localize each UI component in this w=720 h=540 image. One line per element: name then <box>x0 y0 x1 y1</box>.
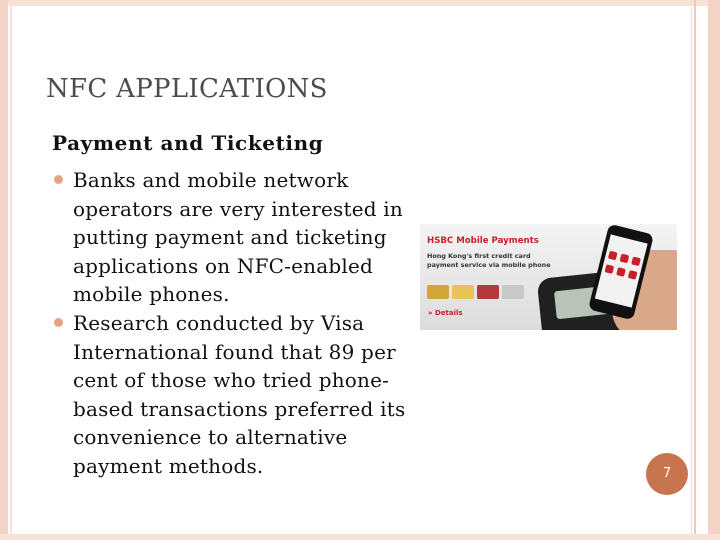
frame-bottom-border <box>0 534 720 540</box>
slide-title: NFC APPLICATIONS <box>46 74 328 104</box>
ad-tagline-line2: payment service via mobile phone <box>427 261 551 269</box>
frame-right-thin-line <box>691 0 692 540</box>
credit-card-icon <box>452 285 474 299</box>
ad-tagline-line1: Hong Kong's first credit card <box>427 252 531 260</box>
hsbc-mobile-payments-ad-image <box>420 224 677 330</box>
app-icon <box>608 251 618 261</box>
frame-right-line <box>694 0 696 540</box>
bullet-dot-icon <box>54 318 63 327</box>
bullet-item <box>52 309 432 481</box>
app-icon <box>628 270 638 280</box>
credit-card-strip <box>427 285 547 299</box>
ad-details-link: » Details <box>428 309 463 317</box>
bullet-dot-icon <box>54 175 63 184</box>
bullet-item <box>52 166 432 309</box>
app-icon <box>616 267 626 277</box>
bullet-text: Banks and mobile network operators are very interested in putting payment and ticketing applications on NFC-enabled mobile phones. <box>73 168 403 307</box>
app-icon <box>631 256 641 266</box>
bullet-text: Research conducted by Visa International found that 89 per cent of those who tried phone-based transactions preferred its convenience to alternative payment methods. <box>73 310 406 478</box>
credit-card-icon <box>502 285 524 299</box>
bullet-list <box>52 166 432 481</box>
credit-card-icon <box>427 285 449 299</box>
credit-card-icon <box>477 285 499 299</box>
frame-right-border <box>708 0 720 540</box>
page-number-badge: 7 <box>646 453 688 495</box>
app-icon <box>620 254 630 264</box>
frame-top-border <box>0 0 720 6</box>
frame-left-border <box>0 0 8 540</box>
frame-left-inner-line <box>10 0 12 540</box>
ad-headline: HSBC Mobile Payments <box>427 236 539 246</box>
section-subheading: Payment and Ticketing <box>52 131 324 155</box>
app-icon <box>605 264 615 274</box>
